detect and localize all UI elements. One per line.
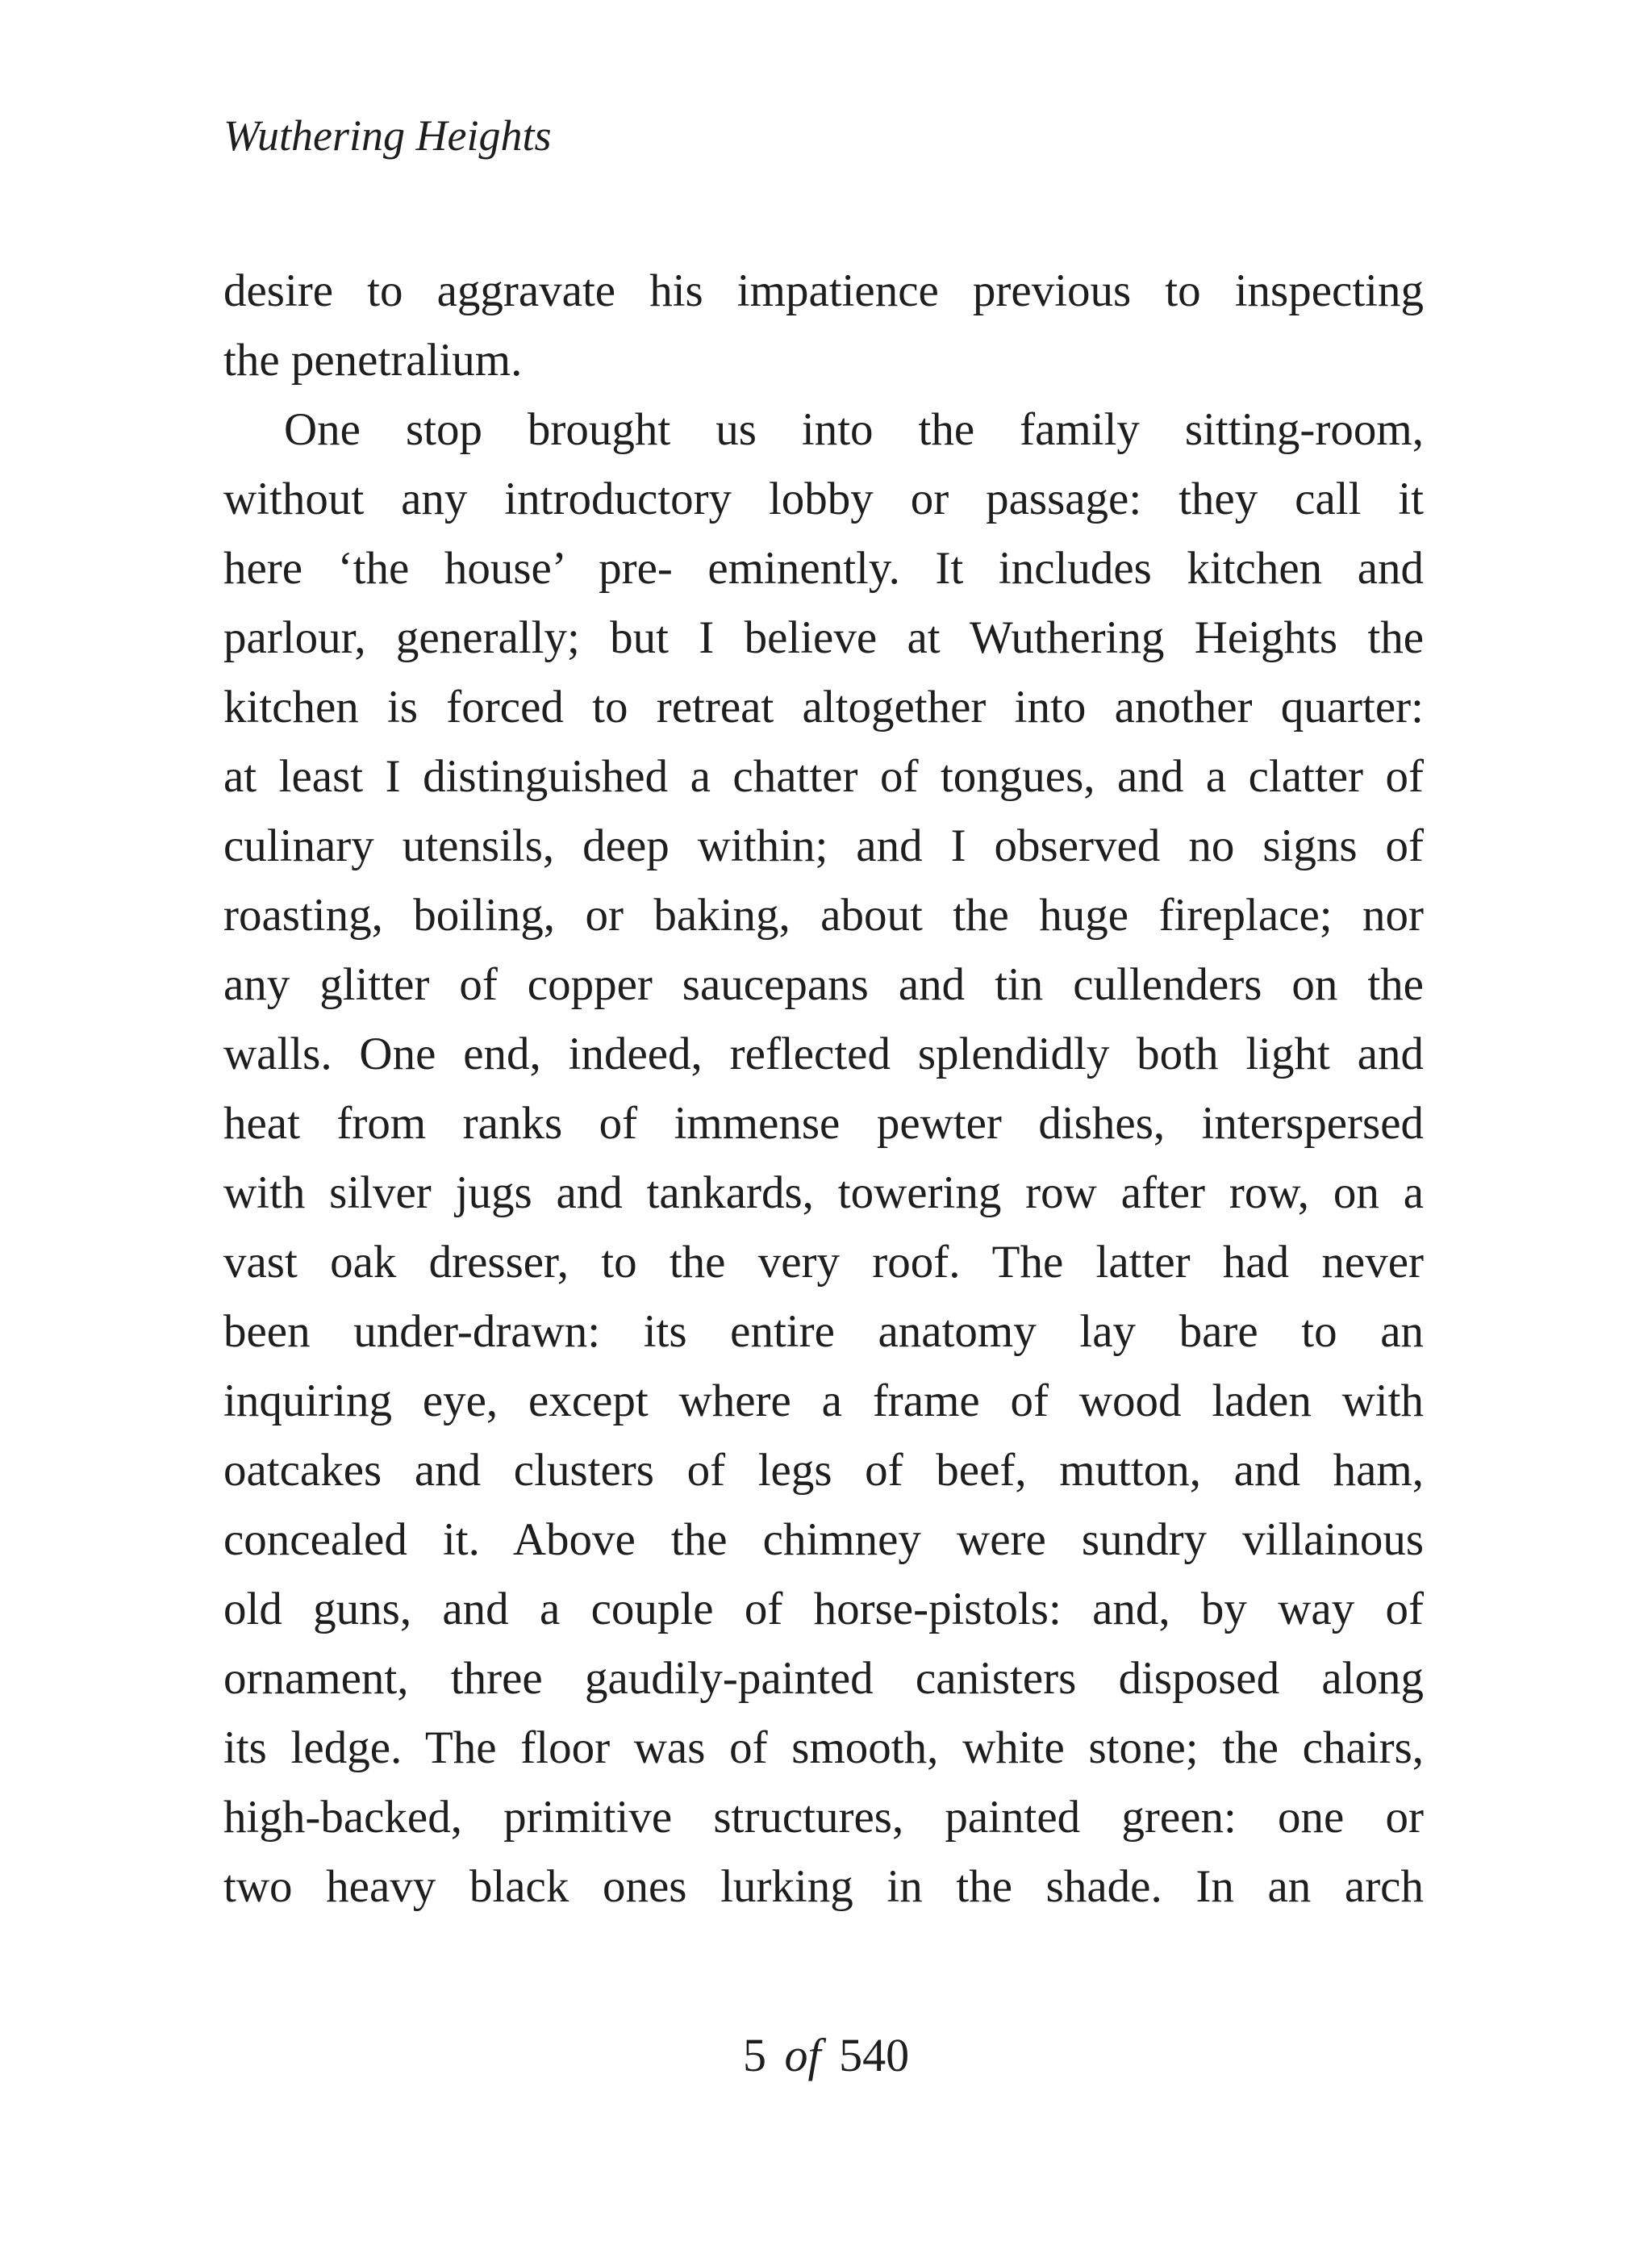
text-line: high-backed, primitive structures, painted green: one or <box>223 1792 1424 1843</box>
text-line: walls. One end, indeed, reflected splendidly both light and <box>223 1029 1424 1079</box>
text-line: One stop brought us into the family sitting-room, <box>284 404 1424 455</box>
text-line: with silver jugs and tankards, towering row after row, on a <box>223 1167 1424 1218</box>
text-line: been under-drawn: its entire anatomy lay bare to an <box>223 1306 1424 1357</box>
text-line: culinary utensils, deep within; and I observed no signs of <box>223 820 1424 871</box>
page-separator: of <box>784 2029 821 2081</box>
text-line: parlour, generally; but I believe at Wuthering Heights the <box>223 612 1424 663</box>
current-page-number: 5 <box>742 2029 766 2081</box>
total-page-count: 540 <box>839 2029 910 2081</box>
text-line: concealed it. Above the chimney were sundry villainous <box>223 1514 1424 1565</box>
text-line: at least I distinguished a chatter of tongues, and a clatter of <box>223 751 1424 802</box>
running-header-book-title: Wuthering Heights <box>223 111 552 160</box>
text-line: two heavy black ones lurking in the shade. In an arch <box>223 1861 1424 1912</box>
text-line: kitchen is forced to retreat altogether into another quarter: <box>223 682 1424 733</box>
text-line: its ledge. The floor was of smooth, white stone; the chairs, <box>223 1722 1424 1773</box>
text-line: ornament, three gaudily-painted canisters disposed along <box>223 1653 1424 1704</box>
text-line: inquiring eye, except where a frame of wood laden with <box>223 1375 1424 1426</box>
text-line: here ‘the house’ pre- eminently. It includes kitchen and <box>223 543 1424 594</box>
text-line: vast oak dresser, to the very roof. The latter had never <box>223 1237 1424 1288</box>
text-line: desire to aggravate his impatience previous to inspecting <box>223 265 1424 316</box>
text-line: heat from ranks of immense pewter dishes, interspersed <box>223 1098 1424 1149</box>
page-number-indicator <box>0 2023 1652 2088</box>
text-line: oatcakes and clusters of legs of beef, mutton, and ham, <box>223 1445 1424 1496</box>
text-line: old guns, and a couple of horse-pistols: and, by way of <box>223 1584 1424 1634</box>
page-body-text <box>223 257 1424 1922</box>
text-line: without any introductory lobby or passage: they call it <box>223 474 1424 524</box>
text-line: the penetralium. <box>223 335 523 386</box>
text-line: roasting, boiling, or baking, about the huge fireplace; nor <box>223 890 1424 941</box>
text-line: any glitter of copper saucepans and tin cullenders on the <box>223 959 1424 1010</box>
